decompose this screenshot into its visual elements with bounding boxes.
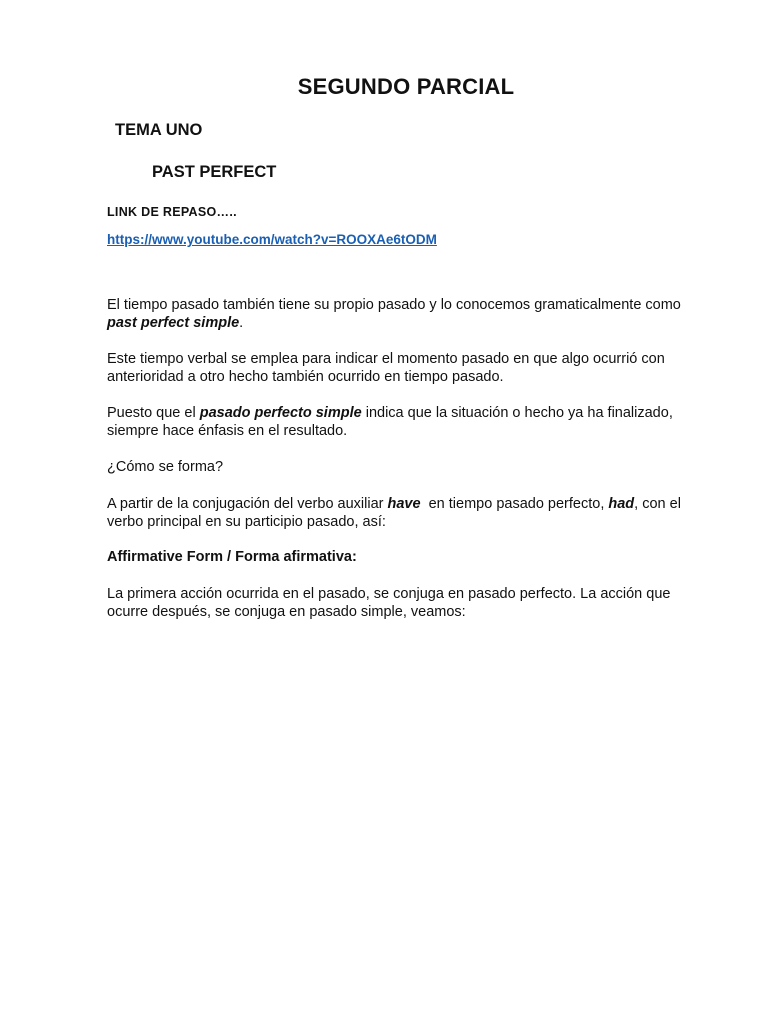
emphasis-text: had — [608, 496, 635, 512]
paragraph-question: ¿Cómo se forma? — [107, 459, 224, 475]
paragraph-affirmative: La primera acción ocurrida en el pasado, se conjuga en pasado perfecto. La acción que ocurre después, se conjuga en pasado simple, veamos: — [107, 586, 671, 620]
emphasis-text: have — [387, 496, 421, 512]
paragraph-intro — [107, 296, 687, 332]
document-title: SEGUNDO PARCIAL — [297, 74, 515, 99]
emphasis-text: past perfect simple — [107, 315, 240, 331]
affirmative-form-heading: Affirmative Form / Forma afirmativa: — [107, 549, 357, 565]
paragraph-text: A partir de la conjugación del verbo auxiliar — [107, 496, 388, 512]
paragraph-text: El tiempo pasado también tiene su propio pasado y lo conocemos gramaticalmente como — [107, 297, 681, 313]
topic-heading: PAST PERFECT — [152, 163, 277, 181]
paragraph-formation — [107, 495, 687, 531]
review-video-link[interactable]: https://www.youtube.com/watch?v=ROOXAe6tODM — [107, 232, 437, 247]
link-label: LINK DE REPASO….. — [107, 205, 237, 219]
paragraph-text: , con el verbo principal en su participio pasado, así: — [107, 496, 681, 530]
paragraph-text: . — [239, 315, 244, 331]
paragraph-text: en tiempo pasado perfecto, — [420, 496, 609, 512]
paragraph-text: Puesto que el — [107, 405, 200, 421]
section-heading-tema: TEMA UNO — [115, 121, 203, 139]
paragraph-usage: Este tiempo verbal se emplea para indicar el momento pasado en que algo ocurrió con anterioridad a otro hecho también ocurrido en tiempo pasado. — [107, 351, 665, 385]
paragraph-result — [107, 404, 687, 440]
paragraph-text: indica que la situación o hecho ya ha finalizado, siempre hace énfasis en el resultado. — [107, 405, 673, 439]
emphasis-text: pasado perfecto simple — [199, 405, 362, 421]
